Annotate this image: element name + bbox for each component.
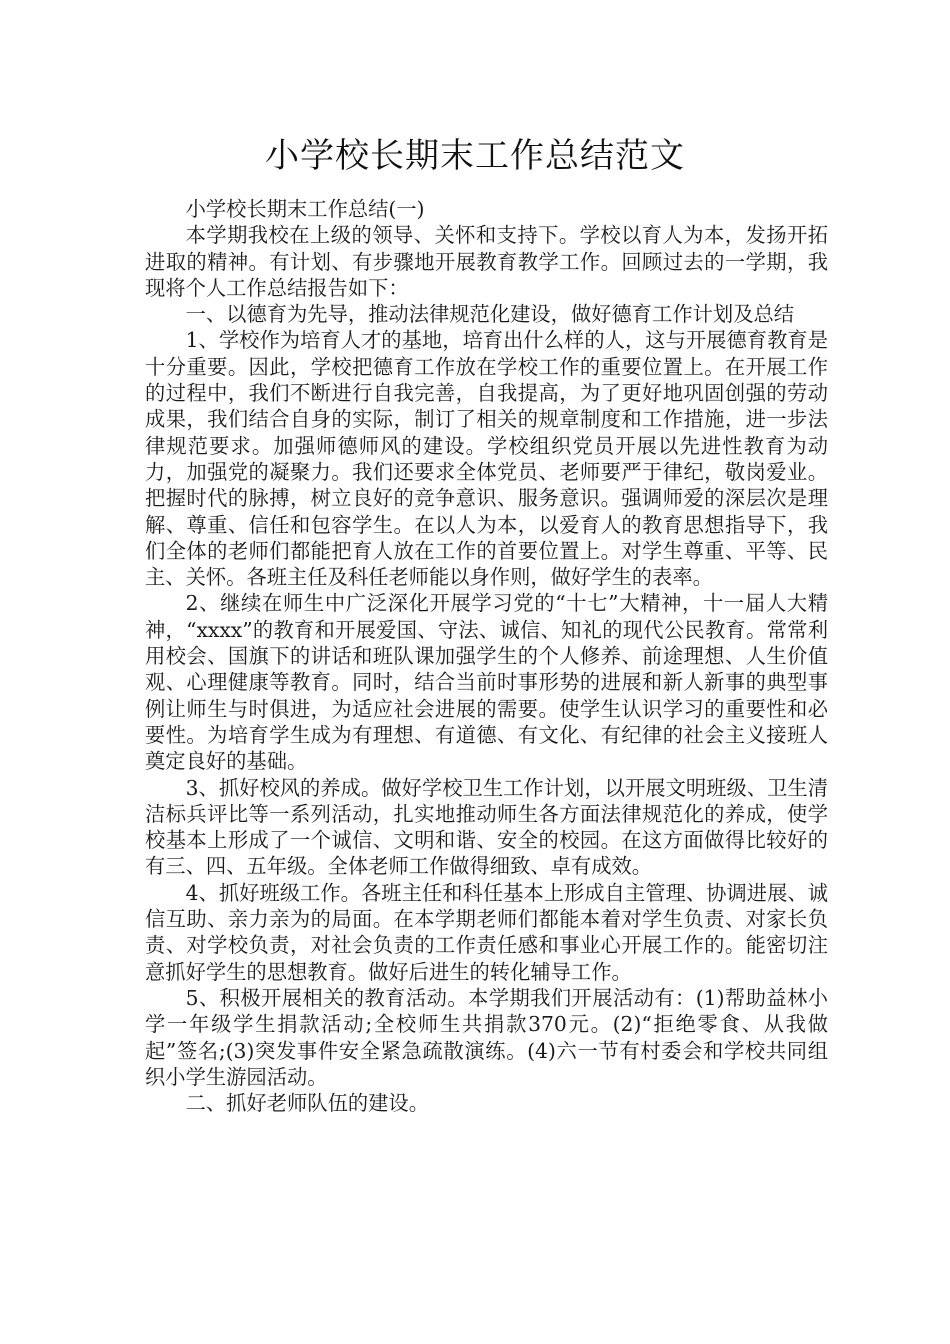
paragraph: 4、抓好班级工作。各班主任和科任基本上形成自主管理、协调进展、诚信互助、亲力亲为的局面。在本学期老师们都能本着对学生负责、对家长负责、对学校负责，对社会负责的工作责任感和事业心开展工作的。能密切注意抓好学生的思想教育。做好后进生的转化辅导工作。 <box>145 880 828 984</box>
paragraph: 3、抓好校风的养成。做好学校卫生工作计划，以开展文明班级、卫生清洁标兵评比等一系列活动，扎实地推动师生各方面法律规范化的养成，使学校基本上形成了一个诚信、文明和谐、安全的校园。在这方面做得比较好的有三、四、五年级。全体老师工作做得细致、卓有成效。 <box>145 775 828 879</box>
paragraph: 2、继续在师生中广泛深化开展学习党的“十七”大精神，十一届人大精神，“xxxx”的教育和开展爱国、守法、诚信、知礼的现代公民教育。常常利用校会、国旗下的讲话和班队课加强学生的个人修养、前途理想、人生价值观、心理健康等教育。同时，结合当前时事形势的进展和新人新事的典型事例让师生与时俱进，为适应社会进展的需要。使学生认识学习的重要性和必要性。为培育学生成为有理想、有道德、有文化、有纪律的社会主义接班人奠定良好的基础。 <box>145 591 828 774</box>
paragraph: 一、以德育为先导，推动法律规范化建设，做好德育工作计划及总结 <box>185 302 795 327</box>
paragraph: 5、积极开展相关的教育活动。本学期我们开展活动有：(1)帮助益林小学一年级学生捐款活动;全校师生共捐款370元。(2)“拒绝零食、从我做起”签名;(3)突发事件安全紧急疏散演练。(4)六一节有村委会和学校共同组织小学生游园活动。 <box>145 985 828 1089</box>
section-heading: 小学校长期末工作总结(一) <box>185 197 425 221</box>
paragraph: 二、抓好老师队伍的建设。 <box>185 1091 429 1116</box>
document-body <box>145 196 828 1116</box>
paragraph: 本学期我校在上级的领导、关怀和支持下。学校以育人为本，发扬开拓进取的精神。有计划、有步骤地开展教育教学工作。回顾过去的一学期，我现将个人工作总结报告如下： <box>145 223 828 300</box>
paragraph: 1、学校作为培育人才的基地，培育出什么样的人，这与开展德育教育是十分重要。因此，学校把德育工作放在学校工作的重要位置上。在开展工作的过程中，我们不断进行自我完善，自我提高，为了更好地巩固创强的劳动成果，我们结合自身的实际，制订了相关的规章制度和工作措施，进一步法律规范要求。加强师德师风的建设。学校组织党员开展以先进性教育为动力，加强党的凝聚力。我们还要求全体党员、老师要严于律纪，敬岗爱业。把握时代的脉搏，树立良好的竞争意识、服务意识。强调师爱的深层次是理解、尊重、信任和包容学生。在以人为本，以爱育人的教育思想指导下，我们全体的老师们都能把育人放在工作的首要位置上。对学生尊重、平等、民主、关怀。各班主任及科任老师能以身作则，做好学生的表率。 <box>145 328 828 590</box>
document-title: 小学校长期末工作总结范文 <box>265 136 685 176</box>
